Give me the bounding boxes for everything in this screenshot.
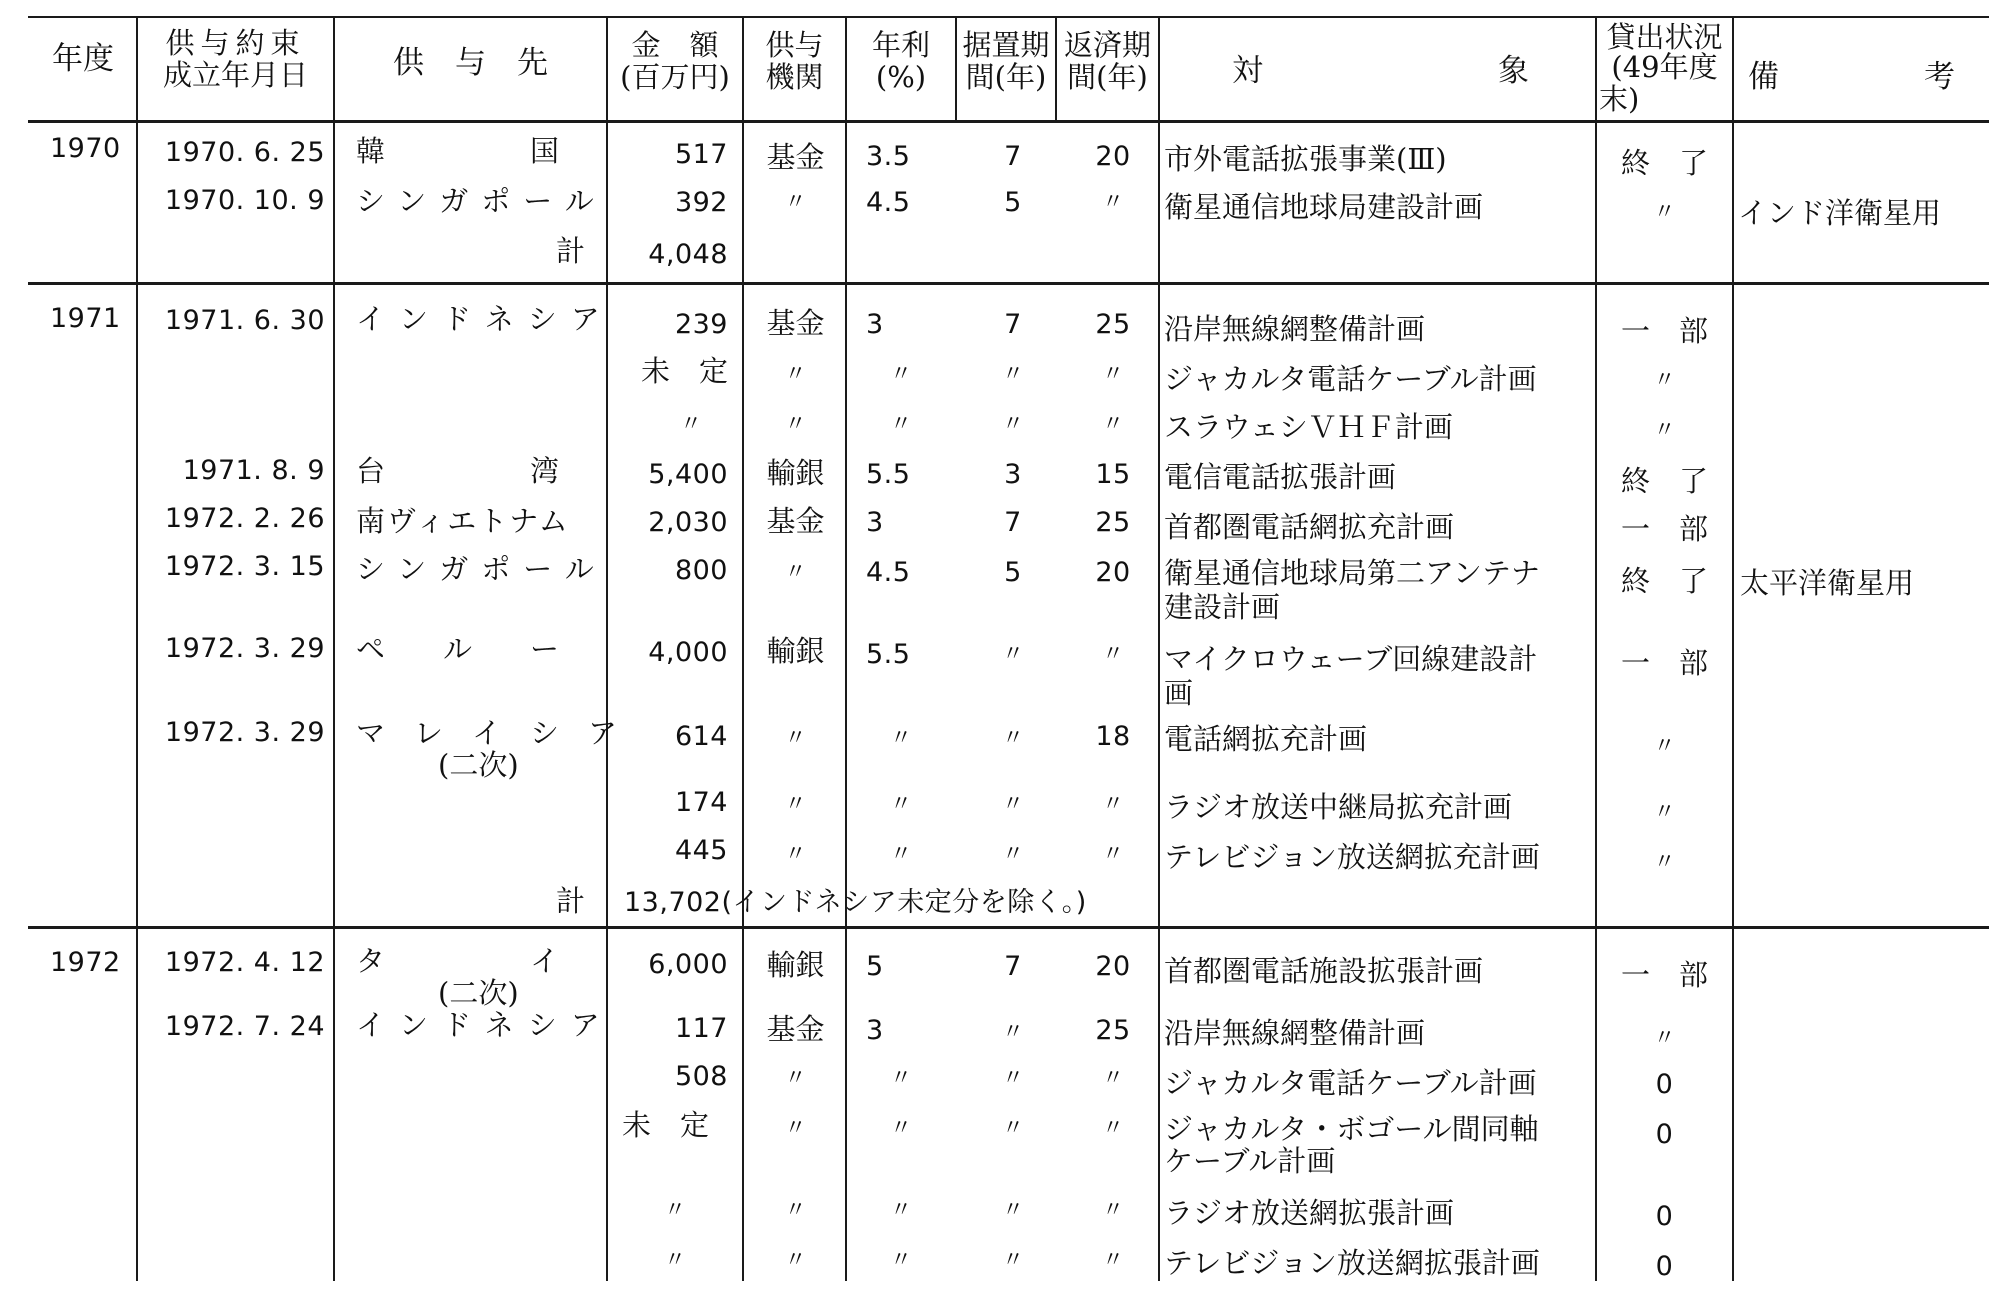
rule-top — [28, 16, 1989, 18]
agency-cell: 〃 — [784, 726, 807, 751]
date-cell: 1972. 3. 15 — [164, 551, 325, 582]
project-cell: 沿岸無線網整備計画 — [1164, 312, 1426, 346]
repay-cell: 18 — [1095, 721, 1131, 752]
col-rule-10 — [1732, 16, 1734, 1281]
project-cell: ラジオ放送中継局拡充計画 — [1164, 790, 1513, 824]
rule-header-bottom — [28, 120, 1989, 123]
agency-cell: 〃 — [784, 190, 807, 215]
repay-cell: 〃 — [1101, 362, 1124, 387]
agency-cell: 基金 — [766, 1012, 825, 1046]
repay-cell: 〃 — [1101, 412, 1124, 437]
agency-cell: 〃 — [784, 1066, 807, 1091]
grace-cell: 7 — [1004, 951, 1022, 982]
remarks-cell: インド洋衛星用 — [1738, 196, 1942, 230]
amount-cell: 445 — [674, 835, 728, 866]
agency-cell: 〃 — [784, 362, 807, 387]
rate-cell: 3 — [866, 309, 884, 340]
recipient-cell: マ レ イ シ ア — [356, 716, 618, 750]
rate-cell: 5 — [866, 951, 884, 982]
status-cell: 一 部 — [1620, 512, 1708, 546]
repay-cell: 〃 — [1101, 792, 1124, 817]
repay-cell: 25 — [1095, 1015, 1131, 1046]
status-cell: 一 部 — [1620, 646, 1708, 680]
grace-cell: 〃 — [1001, 1248, 1024, 1273]
grace-cell: 〃 — [1001, 1020, 1024, 1045]
status-cell: 0 — [1655, 1251, 1674, 1282]
status-cell: 一 部 — [1620, 314, 1708, 348]
date-cell: 1972. 4. 12 — [164, 947, 325, 978]
status-cell: 0 — [1655, 1119, 1674, 1150]
recipient-cell: ペ ル ー — [356, 632, 560, 666]
grace-cell: 〃 — [1001, 1116, 1024, 1141]
total-amount: 4,048 — [648, 239, 728, 270]
agency-cell: 基金 — [766, 140, 825, 174]
project-cell: 首都圏電話網拡充計画 — [1164, 510, 1455, 544]
date-cell: 1972. 2. 26 — [164, 503, 325, 534]
header-year: 年度 — [52, 41, 114, 77]
repay-cell: 〃 — [1101, 190, 1124, 215]
repay-cell: 〃 — [1101, 1248, 1124, 1273]
rate-cell: 5.5 — [866, 459, 911, 490]
rate-cell: 3.5 — [866, 141, 911, 172]
grace-cell: 〃 — [1001, 362, 1024, 387]
repay-cell: 〃 — [1101, 1066, 1124, 1091]
agency-cell: 〃 — [784, 1198, 807, 1223]
header-recipient: 供 与 先 — [393, 45, 548, 81]
project-cell: 電信電話拡張計画 — [1164, 460, 1397, 494]
status-cell: 0 — [1655, 1069, 1674, 1100]
total-label: 計 — [556, 884, 586, 918]
header-status-line2: (49年度 — [1611, 50, 1718, 84]
col-rule-4 — [742, 16, 744, 1281]
status-cell: 〃 — [1653, 850, 1676, 875]
grace-cell: 〃 — [1001, 842, 1024, 867]
header-status-line3: 末) — [1599, 82, 1640, 116]
status-cell: 〃 — [1653, 200, 1676, 225]
rate-cell: 3 — [866, 507, 884, 538]
rate-cell: 〃 — [889, 842, 912, 867]
header-status-line1: 貸出状況 — [1606, 20, 1723, 54]
rate-cell: 〃 — [889, 792, 912, 817]
project-cell: ジャカルタ電話ケーブル計画 — [1164, 1066, 1537, 1100]
header-repay-line1: 返済期 — [1063, 28, 1151, 62]
amount-cell: 未 定 — [640, 354, 728, 388]
amount-cell: 800 — [674, 555, 728, 586]
amount-cell: 614 — [674, 721, 728, 752]
header-amount-line2: (百万円) — [620, 60, 730, 94]
header-target-a: 対 — [1232, 53, 1263, 89]
project-cell: 沿岸無線網整備計画 — [1164, 1016, 1426, 1050]
project-cell: ジャカルタ電話ケーブル計画 — [1164, 362, 1537, 396]
amount-cell: 〃 — [664, 1248, 687, 1273]
agency-cell: 〃 — [784, 1248, 807, 1273]
grace-cell: 〃 — [1001, 1066, 1024, 1091]
rate-cell: 4.5 — [866, 187, 911, 218]
rate-cell: 〃 — [889, 1066, 912, 1091]
repay-cell: 〃 — [1101, 1198, 1124, 1223]
date-cell: 1970. 10. 9 — [164, 185, 325, 216]
year-cell: 1972 — [50, 947, 121, 978]
amount-cell: 2,030 — [648, 507, 728, 538]
repay-cell: 20 — [1095, 141, 1131, 172]
remarks-cell: 太平洋衛星用 — [1740, 566, 1915, 600]
grace-cell: 5 — [1004, 557, 1022, 588]
project-cell: 衛星通信地球局第二アンテナ — [1164, 556, 1540, 590]
recipient-cell: 韓 国 — [356, 134, 560, 168]
agency-cell: 〃 — [784, 412, 807, 437]
recipient-cell-cont: (二次) — [438, 976, 519, 1010]
header-date-line2: 成立年月日 — [162, 58, 308, 92]
total-label: 計 — [556, 234, 586, 268]
grace-cell: 7 — [1004, 141, 1022, 172]
grace-cell: 7 — [1004, 507, 1022, 538]
recipient-cell: 台 湾 — [356, 454, 560, 488]
status-cell: 〃 — [1653, 1026, 1676, 1051]
grace-cell: 〃 — [1001, 642, 1024, 667]
project-cell-cont: 画 — [1164, 676, 1194, 710]
grace-cell: 〃 — [1001, 1198, 1024, 1223]
repay-cell: 〃 — [1101, 642, 1124, 667]
rate-cell: 3 — [866, 1015, 884, 1046]
status-cell: 〃 — [1653, 800, 1676, 825]
status-cell: 0 — [1655, 1201, 1674, 1232]
amount-cell: 未 定 — [622, 1108, 710, 1142]
repay-cell: 15 — [1095, 459, 1131, 490]
year-cell: 1971 — [50, 303, 121, 334]
total-amount: 13,702(インドネシア未定分を除く。) — [624, 887, 1087, 918]
agency-cell: 基金 — [766, 504, 825, 538]
agency-cell: 〃 — [784, 842, 807, 867]
rate-cell: 〃 — [889, 1116, 912, 1141]
date-cell: 1971. 6. 30 — [164, 305, 325, 336]
recipient-cell: シンガポール — [356, 184, 607, 218]
repay-cell: 〃 — [1101, 842, 1124, 867]
date-cell: 1972. 3. 29 — [164, 717, 325, 748]
amount-cell: 517 — [674, 139, 728, 170]
status-cell: 〃 — [1653, 368, 1676, 393]
col-rule-1 — [136, 16, 138, 1281]
amount-cell: 4,000 — [648, 637, 728, 668]
recipient-cell: シンガポール — [356, 552, 607, 586]
agency-cell: 輸銀 — [766, 634, 825, 668]
status-cell: 終 了 — [1620, 464, 1708, 498]
rate-cell: 〃 — [889, 362, 912, 387]
grace-cell: 7 — [1004, 309, 1022, 340]
repay-cell: 25 — [1095, 309, 1131, 340]
rule-1971-bottom — [28, 926, 1989, 929]
project-cell: 衛星通信地球局建設計画 — [1164, 190, 1484, 224]
project-cell: テレビジョン放送網拡充計画 — [1164, 840, 1540, 874]
grace-cell: 5 — [1004, 187, 1022, 218]
recipient-cell-cont: (二次) — [438, 748, 519, 782]
status-cell: 終 了 — [1620, 564, 1708, 598]
col-rule-2 — [333, 16, 335, 1281]
agency-cell: 〃 — [784, 792, 807, 817]
repay-cell: 25 — [1095, 507, 1131, 538]
date-cell: 1972. 3. 29 — [164, 633, 325, 664]
recipient-cell: タ イ — [356, 944, 560, 978]
project-cell: 市外電話拡張事業(Ⅲ) — [1164, 142, 1447, 176]
header-repay-line2: 間(年) — [1067, 60, 1148, 94]
agency-cell: 輸銀 — [766, 948, 825, 982]
grace-cell: 〃 — [1001, 726, 1024, 751]
repay-cell: 20 — [1095, 557, 1131, 588]
status-cell: 一 部 — [1620, 958, 1708, 992]
rate-cell: 4.5 — [866, 557, 911, 588]
header-agency-line2: 機関 — [765, 60, 824, 94]
date-cell: 1971. 8. 9 — [182, 455, 325, 486]
amount-cell: 117 — [674, 1013, 728, 1044]
amount-cell: 〃 — [664, 1198, 687, 1223]
date-cell: 1972. 7. 24 — [164, 1011, 325, 1042]
header-agency-line1: 供与 — [765, 28, 824, 62]
recipient-cell: 南ヴィエトナム — [356, 504, 570, 538]
rule-1970-bottom — [28, 282, 1989, 285]
agency-cell: 基金 — [766, 306, 825, 340]
rate-cell: 〃 — [889, 726, 912, 751]
project-cell: テレビジョン放送網拡張計画 — [1164, 1246, 1540, 1280]
project-cell: ジャカルタ・ボゴール間同軸 — [1164, 1112, 1539, 1146]
status-cell: 〃 — [1653, 734, 1676, 759]
grace-cell: 〃 — [1001, 792, 1024, 817]
header-amount-line1: 金 額 — [631, 28, 719, 62]
agency-cell: 輸銀 — [766, 456, 825, 490]
project-cell: 首都圏電話施設拡張計画 — [1164, 954, 1484, 988]
project-cell-cont: 建設計画 — [1164, 590, 1281, 624]
project-cell: 電話網拡充計画 — [1164, 722, 1368, 756]
amount-cell: 〃 — [680, 412, 703, 437]
amount-cell: 239 — [674, 309, 728, 340]
project-cell-cont: ケーブル計画 — [1164, 1144, 1336, 1178]
rate-cell: 5.5 — [866, 639, 911, 670]
amount-cell: 392 — [674, 187, 728, 218]
amount-cell: 508 — [674, 1061, 728, 1092]
recipient-cell: インドネシア — [356, 1008, 614, 1042]
date-cell: 1970. 6. 25 — [164, 137, 325, 168]
rate-cell: 〃 — [889, 1248, 912, 1273]
rate-cell: 〃 — [889, 412, 912, 437]
agency-cell: 〃 — [784, 560, 807, 585]
repay-cell: 20 — [1095, 951, 1131, 982]
amount-cell: 6,000 — [648, 949, 728, 980]
header-grace-line1: 据置期 — [962, 28, 1050, 62]
amount-cell: 5,400 — [648, 459, 728, 490]
recipient-cell: インドネシア — [356, 302, 614, 336]
repay-cell: 〃 — [1101, 1116, 1124, 1141]
project-cell: スラウェシＶＨＦ計画 — [1164, 410, 1453, 444]
header-date-line1: 供与約束 — [165, 26, 306, 60]
project-cell: マイクロウェーブ回線建設計 — [1164, 642, 1538, 676]
header-remarks-a: 備 — [1748, 59, 1779, 95]
grace-cell: 3 — [1004, 459, 1022, 490]
grace-cell: 〃 — [1001, 412, 1024, 437]
status-cell: 〃 — [1653, 418, 1676, 443]
agency-cell: 〃 — [784, 1116, 807, 1141]
amount-cell: 174 — [674, 787, 728, 818]
header-rate-line1: 年利 — [871, 28, 930, 62]
header-target-b: 象 — [1498, 53, 1529, 89]
year-cell: 1970 — [50, 133, 121, 164]
header-rate-line2: (%) — [875, 60, 927, 94]
header-remarks-b: 考 — [1924, 59, 1955, 95]
header-grace-line2: 間(年) — [965, 60, 1047, 94]
rate-cell: 〃 — [889, 1198, 912, 1223]
status-cell: 終 了 — [1620, 146, 1708, 180]
project-cell: ラジオ放送網拡張計画 — [1164, 1196, 1455, 1230]
